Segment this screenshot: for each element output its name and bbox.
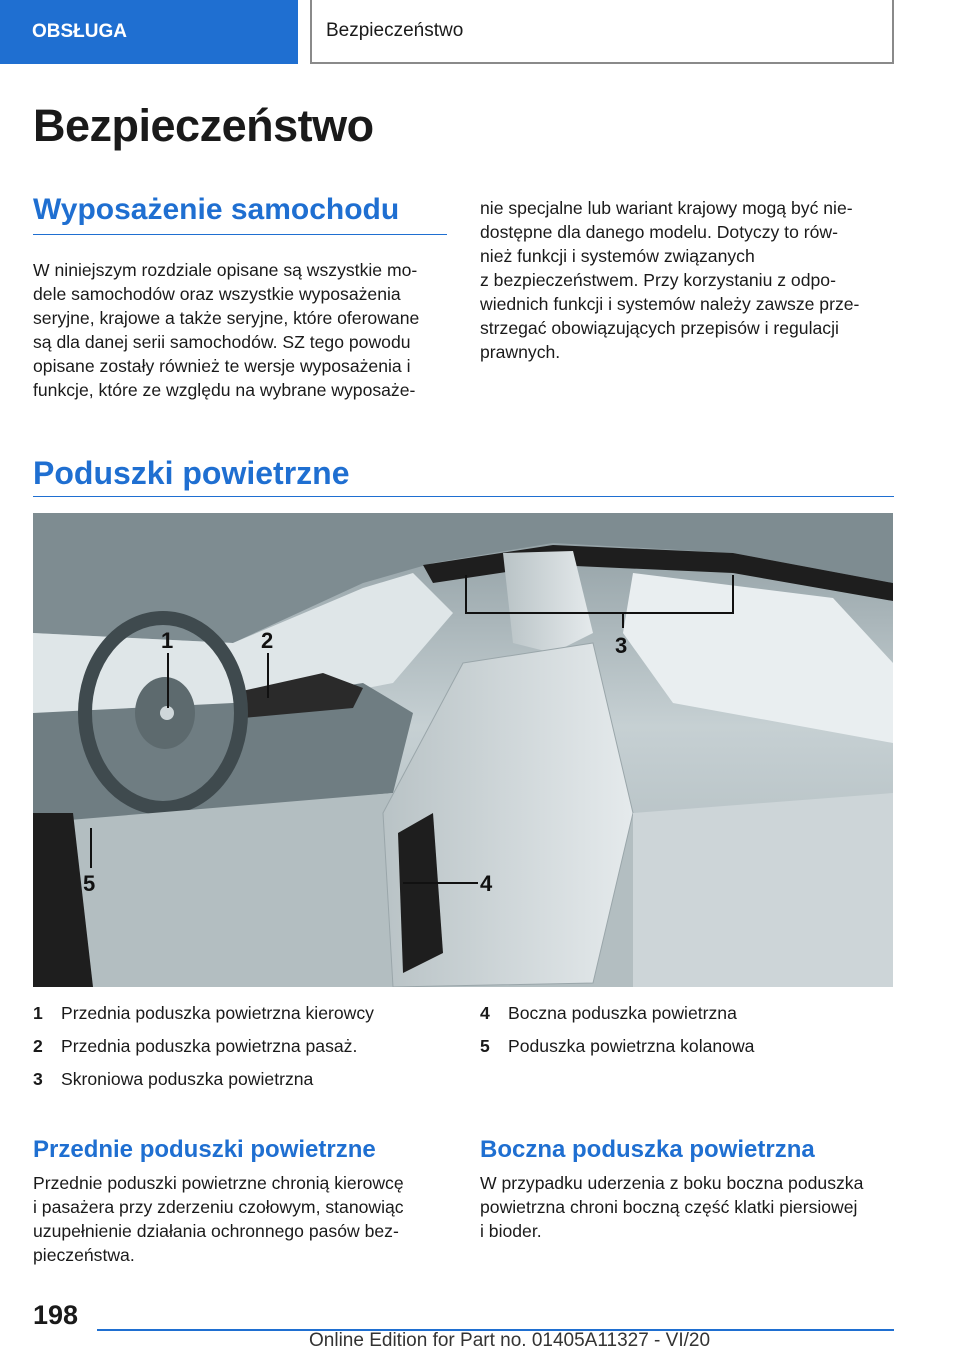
text-line: pieczeństwa.	[33, 1245, 135, 1265]
section-rule	[33, 234, 447, 235]
front-airbags-text	[33, 1171, 404, 1267]
legend-text: Przednia poduszka powietrzna kierowcy	[61, 1003, 374, 1023]
text-line: opisane zostały również te wersje wyposażenia i	[33, 356, 411, 376]
text-line: z bezpieczeństwem. Przy korzystaniu z odpo‐	[480, 270, 836, 290]
text-line: uzupełnienie działania ochronnego pasów bez‐	[33, 1221, 399, 1241]
section-heading-airbags: Poduszki powietrzne	[33, 455, 350, 491]
legend-text: Skroniowa poduszka powietrzna	[61, 1069, 314, 1089]
header-section-label: OBSŁUGA	[32, 21, 127, 42]
text-line: W niniejszym rozdziale opisane są wszystkie mo‐	[33, 260, 418, 280]
legend-number: 2	[33, 1036, 43, 1056]
header-chapter-label: Bezpieczeństwo	[326, 20, 464, 41]
text-line: prawnych.	[480, 342, 561, 362]
text-line: funkcje, które ze względu na wybrane wyposaże‐	[33, 380, 416, 400]
side-airbag-text	[480, 1171, 863, 1243]
logo-icon	[160, 706, 174, 720]
legend-text: Boczna poduszka powietrzna	[508, 1003, 737, 1023]
text-line: strzegać obowiązujących przepisów i regulacji	[480, 318, 839, 338]
section-heading-side-airbag: Boczna poduszka powietrzna	[480, 1136, 815, 1163]
figure-legend-col2	[480, 1001, 754, 1067]
figure-legend-col1	[33, 1001, 374, 1100]
callout-3: 3	[615, 633, 628, 658]
text-line: powietrzna chroni boczną część klatki piersiowej	[480, 1197, 858, 1217]
legend-number: 3	[33, 1069, 43, 1089]
legend-item	[480, 1001, 754, 1025]
text-line: Przednie poduszki powietrzne chronią kierowcę	[33, 1173, 404, 1193]
legend-item	[33, 1001, 374, 1025]
legend-text: Poduszka powietrzna kolanowa	[508, 1036, 755, 1056]
footer-edition-text: Online Edition for Part no. 01405A11327 - VI/20	[309, 1330, 711, 1351]
page-title: Bezpieczeństwo	[33, 100, 374, 151]
text-line: W przypadku uderzenia z boku boczna poduszka	[480, 1173, 864, 1193]
section-heading-equipment: Wyposażenie samochodu	[33, 193, 400, 226]
header-chapter-box	[310, 0, 894, 64]
airbag-illustration	[33, 513, 893, 987]
legend-text: Przednia poduszka powietrzna pasaż.	[61, 1036, 358, 1056]
callout-1: 1	[161, 628, 174, 653]
legend-number: 5	[480, 1036, 490, 1056]
text-line: nie specjalne lub wariant krajowy mogą być nie‐	[480, 198, 853, 218]
rear-seat	[633, 793, 893, 987]
text-line: nież funkcji i systemów związanych	[480, 246, 755, 266]
text-line: i bioder.	[480, 1221, 542, 1241]
legend-item	[33, 1034, 374, 1058]
callout-2: 2	[261, 628, 274, 653]
section-heading-front-airbags: Przednie poduszki powietrzne	[33, 1136, 376, 1163]
text-line: seryjne, krajowe a także seryjne, które oferowane	[33, 308, 420, 328]
legend-item	[33, 1067, 374, 1091]
equipment-text-col2	[480, 196, 859, 364]
callout-5: 5	[83, 871, 96, 896]
text-line: dostępne dla danego modelu. Dotyczy to rów‐	[480, 222, 838, 242]
legend-number: 1	[33, 1003, 43, 1023]
legend-number: 4	[480, 1003, 490, 1023]
equipment-text-col1	[33, 258, 419, 402]
callout-4: 4	[480, 871, 493, 896]
header-section-tab	[0, 0, 298, 64]
text-line: wiednich funkcji i systemów należy zawsze prze‐	[480, 294, 860, 314]
text-line: są dla danej serii samochodów. SZ tego powodu	[33, 332, 411, 352]
legend-item	[480, 1034, 754, 1058]
section-rule	[33, 496, 894, 497]
page-number: 198	[33, 1300, 79, 1330]
text-line: i pasażera przy zderzeniu czołowym, stanowiąc	[33, 1197, 404, 1217]
text-line: dele samochodów oraz wszystkie wyposażenia	[33, 284, 401, 304]
